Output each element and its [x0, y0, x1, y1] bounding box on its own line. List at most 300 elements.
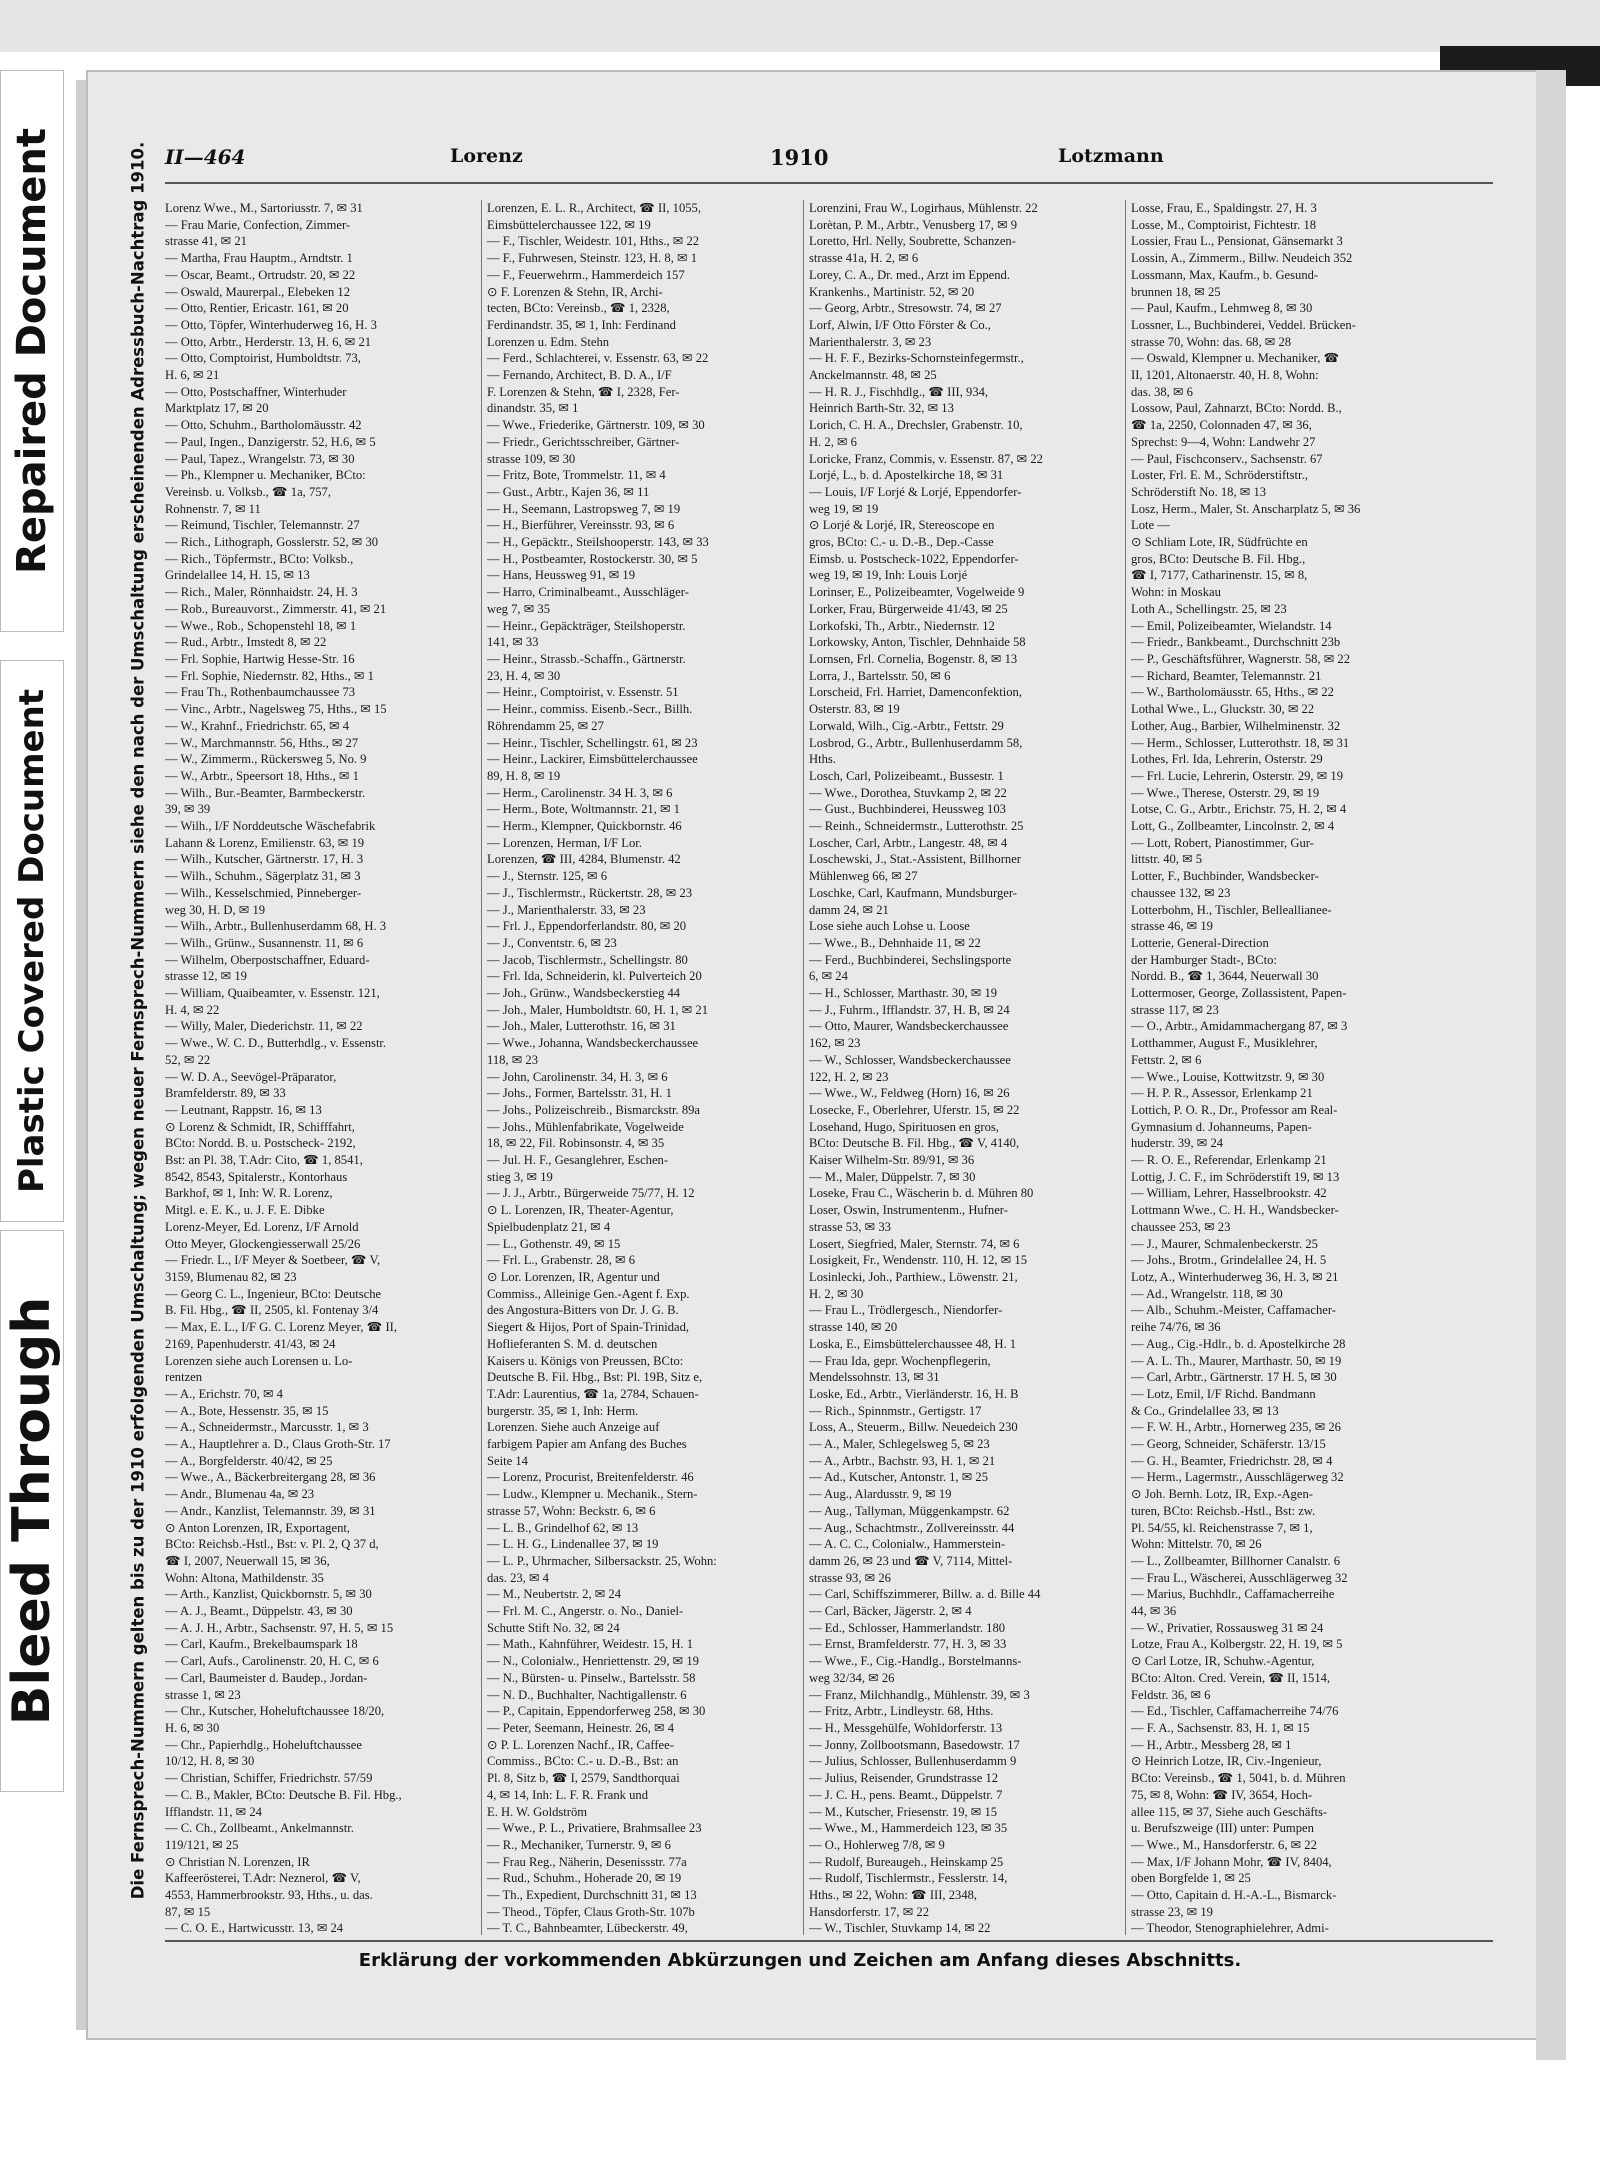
- directory-entry-line: dinandstr. 35, ✉ 1: [487, 401, 579, 416]
- directory-entry-line: allee 115, ✉ 37, Siehe auch Geschäfts-: [1131, 1804, 1328, 1819]
- directory-entry-line: — W., Privatier, Rossausweg 31 ✉ 24: [1131, 1620, 1324, 1635]
- directory-entry-line: Lorker, Frau, Bürgerweide 41/43, ✉ 25: [809, 601, 1008, 616]
- directory-entry-line: Losch, Carl, Polizeibeamt., Bussestr. 1: [809, 768, 1004, 783]
- column-divider: [803, 200, 804, 1935]
- directory-entry-line: — Wwe., M., Hansdorferstr. 6, ✉ 22: [1131, 1837, 1317, 1852]
- directory-entry-line: — Johs., Brotm., Grindelallee 24, H. 5: [1131, 1253, 1327, 1268]
- directory-entry-line: — Wilh., Kesselschmied, Pinneberger-: [165, 885, 362, 900]
- directory-entry-line: Lossier, Frau L., Pensionat, Gänsemarkt 3: [1131, 234, 1343, 249]
- directory-entry-line: — F., Feuerwehrm., Hammerdeich 157: [487, 267, 685, 282]
- directory-entry-line: — Otto, Rentier, Ericastr. 161, ✉ 20: [165, 301, 349, 316]
- directory-entry-line: — L. B., Grindelhof 62, ✉ 13: [487, 1520, 639, 1535]
- directory-entry-line: Lotze, Frau A., Kolbergstr. 22, H. 19, ✉ 5: [1131, 1637, 1343, 1652]
- directory-entry-line: Heinrich Barth-Str. 32, ✉ 13: [809, 401, 954, 416]
- directory-entry-line: strasse 41, ✉ 21: [165, 234, 247, 249]
- directory-entry-line: — Wwe., Friederike, Gärtnerstr. 109, ✉ 30: [487, 418, 705, 433]
- directory-entry-line: littstr. 40, ✉ 5: [1131, 852, 1203, 867]
- directory-entry-line: — L., Zollbeamter, Billhorner Canalstr. 6: [1131, 1553, 1340, 1568]
- page-number: II—464: [165, 145, 246, 169]
- directory-entry-line: — Fritz, Arbtr., Lindleystr. 68, Hths.: [809, 1704, 994, 1719]
- directory-entry-line: ⊙ Schliam Lote, IR, Südfrüchte en: [1131, 535, 1308, 550]
- directory-entry-line: — Ed., Tischler, Caffamacherreihe 74/76: [1131, 1704, 1339, 1719]
- directory-entry-line: Kaiser Wilhelm-Str. 89/91, ✉ 36: [809, 1153, 975, 1168]
- directory-entry-line: E. H. W. Goldström: [487, 1804, 588, 1819]
- directory-entry-line: — L., Gothenstr. 49, ✉ 15: [487, 1236, 621, 1251]
- directory-entry-line: — H., Seemann, Lastropsweg 7, ✉ 19: [487, 501, 681, 516]
- directory-entry-line: — Ad., Kutscher, Antonstr. 1, ✉ 25: [809, 1470, 989, 1485]
- directory-entry-line: — Paul, Tapez., Wrangelstr. 73, ✉ 30: [165, 451, 355, 466]
- directory-entry-line: — Lorenz, Procurist, Breitenfelderstr. 46: [487, 1470, 694, 1485]
- directory-entry-line: Eimsbüttelerchaussee 122, ✉ 19: [487, 217, 651, 232]
- directory-entry-line: gros, BCto: Deutsche B. Fil. Hbg.,: [1131, 551, 1306, 566]
- directory-entry-line: — W., Krahnf., Friedrichstr. 65, ✉ 4: [165, 718, 350, 733]
- directory-entry-line: Lorenzen, ☎ III, 4284, Blumenstr. 42: [487, 852, 681, 867]
- directory-entry-line: Gymnasium d. Johanneums, Papen-: [1131, 1119, 1312, 1134]
- directory-entry-line: F. Lorenzen & Stehn, ☎ I, 2328, Fer-: [487, 384, 680, 399]
- directory-entry-line: farbigem Papier am Anfang des Buches: [487, 1437, 687, 1452]
- directory-entry-line: T.Adr: Laurentius, ☎ 1a, 2784, Schauen-: [487, 1386, 699, 1401]
- directory-entry-line: ⊙ Joh. Bernh. Lotz, IR, Exp.-Agen-: [1131, 1487, 1313, 1502]
- directory-entry-line: Commiss., BCto: C.- u. D.-B., Bst: an: [487, 1754, 679, 1769]
- directory-entry-line: Mühlenweg 66, ✉ 27: [809, 869, 918, 884]
- directory-entry-line: — Wilh., Bur.-Beamter, Barmbeckerstr.: [165, 785, 366, 800]
- directory-entry-line: — H., Gepäcktr., Steilshooperstr. 143, ✉ 33: [487, 535, 709, 550]
- directory-entry-line: Wohn: Mittelstr. 70, ✉ 26: [1131, 1537, 1262, 1552]
- directory-entry-line: — Frau Marie, Confection, Zimmer-: [165, 217, 351, 232]
- column-divider: [1125, 200, 1126, 1935]
- scan-background-top: [0, 0, 1600, 52]
- directory-entry-line: rentzen: [165, 1370, 203, 1385]
- directory-entry-line: Lother, Aug., Barbier, Wilhelminenstr. 32: [1131, 718, 1341, 733]
- directory-entry-line: u. Berufszweige (III) unter: Pumpen: [1131, 1821, 1314, 1836]
- column-1: [165, 200, 475, 1935]
- directory-entry-line: Bramfelderstr. 89, ✉ 33: [165, 1086, 286, 1101]
- directory-entry-line: — Georg C. L., Ingenieur, BCto: Deutsche: [165, 1286, 382, 1301]
- directory-entry-line: Commiss., Alleinige Gen.-Agent f. Exp.: [487, 1286, 690, 1301]
- directory-entry-line: — Rich., Spinnmstr., Gertigstr. 17: [809, 1403, 982, 1418]
- directory-entry-line: — L. H. G., Lindenallee 37, ✉ 19: [487, 1537, 659, 1552]
- directory-entry-line: Barkhof, ✉ 1, Inh: W. R. Lorenz,: [165, 1186, 333, 1201]
- directory-entry-line: — Franz, Milchhandlg., Mühlenstr. 39, ✉ 3: [809, 1687, 1030, 1702]
- directory-entry-line: Lorenzini, Frau W., Logirhaus, Mühlenstr. 22: [809, 201, 1038, 215]
- directory-entry-line: H. 6, ✉ 21: [165, 368, 220, 383]
- directory-entry-line: strasse 23, ✉ 19: [1131, 1904, 1213, 1919]
- directory-entry-line: Fettstr. 2, ✉ 6: [1131, 1052, 1202, 1067]
- directory-entry-line: — Ferd., Schlachterei, v. Essenstr. 63, ✉ 22: [487, 351, 709, 366]
- directory-entry-line: Lorscheid, Frl. Harriet, Damenconfektion,: [809, 685, 1022, 700]
- directory-entry-line: — Herm., Klempner, Quickbornstr. 46: [487, 819, 682, 834]
- directory-entry-line: Lorich, C. H. A., Drechsler, Grabenstr. 10,: [809, 418, 1023, 433]
- directory-entry-line: — Andr., Blumenau 4a, ✉ 23: [165, 1487, 315, 1502]
- directory-entry-line: — J. C. H., pens. Beamt., Düppelstr. 7: [809, 1787, 1003, 1802]
- directory-entry-line: — Willy, Maler, Diederichstr. 11, ✉ 22: [165, 1019, 363, 1034]
- directory-entry-line: — H. R. J., Fischhdlg., ☎ III, 934,: [809, 384, 989, 399]
- directory-entry-line: — Heinr., Lackirer, Eimsbüttelerchaussee: [487, 752, 698, 767]
- directory-entry-line: — H., Schlosser, Marthastr. 30, ✉ 19: [809, 986, 998, 1001]
- directory-entry-line: — F., Fuhrwesen, Steinstr. 123, H. 8, ✉ 1: [487, 251, 697, 266]
- directory-entry-line: — F. W. H., Arbtr., Hornerweg 235, ✉ 26: [1131, 1420, 1341, 1435]
- directory-entry-line: — G. H., Beamter, Friedrichstr. 28, ✉ 4: [1131, 1453, 1333, 1468]
- directory-entry-line: — H., Arbtr., Messberg 28, ✉ 1: [1131, 1737, 1292, 1752]
- directory-entry-line: BCto: Reichsb.-Hstl., Bst: v. Pl. 2, Q 37 d,: [165, 1537, 379, 1552]
- directory-entry-line: Lorjé, L., b. d. Apostelkirche 18, ✉ 31: [809, 468, 1004, 483]
- directory-entry-line: Deutsche B. Fil. Hbg., Bst: Pl. 19B, Sitz e,: [487, 1370, 703, 1385]
- footer-note: Erklärung der vorkommenden Abkürzungen und Zeichen am Anfang dieses Abschnitts.: [358, 1950, 1242, 1971]
- directory-entry-line: — Otto, Arbtr., Herderstr. 13, H. 6, ✉ 21: [165, 334, 372, 349]
- directory-entry-line: — Carl, Bäcker, Jägerstr. 2, ✉ 4: [809, 1604, 972, 1619]
- directory-entry-line: — Wwe., P. L., Privatiere, Brahmsallee 23: [487, 1821, 702, 1836]
- directory-entry-line: Lottmann Wwe., C. H. H., Wandsbecker-: [1131, 1203, 1339, 1218]
- directory-entry-line: — Heinr., Gepäckträger, Steilshoperstr.: [487, 618, 686, 633]
- directory-entry-line: — Johs., Mühlenfabrikate, Vogelweide: [487, 1119, 684, 1134]
- directory-entry-line: — Frau Ida, gepr. Wochenpflegerin,: [809, 1353, 991, 1368]
- directory-entry-line: — Reinh., Schneidermstr., Lutterothstr. 25: [809, 819, 1024, 834]
- directory-entry-line: Lorkofski, Th., Arbtr., Niedernstr. 12: [809, 618, 995, 633]
- directory-entry-line: strasse 46, ✉ 19: [1131, 919, 1213, 934]
- directory-entry-line: strasse 109, ✉ 30: [487, 451, 576, 466]
- directory-entry-line: Loschewski, J., Stat.-Assistent, Billhorner: [809, 852, 1021, 867]
- directory-entry-line: — Carl, Schiffszimmerer, Billw. a. d. Bille 44: [809, 1587, 1041, 1602]
- directory-entry-line: — Louis, I/F Lorjé & Lorjé, Eppendorfer-: [809, 484, 1022, 499]
- directory-entry-line: Lothes, Frl. Ida, Lehrerin, Osterstr. 29: [1131, 752, 1323, 767]
- directory-entry-line: — Theodor, Stenographielehrer, Admi-: [1131, 1921, 1329, 1935]
- directory-entry-line: — N., Colonialw., Henriettenstr. 29, ✉ 19: [487, 1654, 699, 1669]
- directory-entry-line: — Paul, Kaufm., Lehmweg 8, ✉ 30: [1131, 301, 1313, 316]
- directory-entry-line: — L. P., Uhrmacher, Silbersackstr. 25, Wohn:: [487, 1553, 717, 1568]
- directory-entry-line: — Joh., Grünw., Wandsbeckerstieg 44: [487, 986, 681, 1001]
- directory-entry-line: — Georg, Arbtr., Stresowstr. 74, ✉ 27: [809, 301, 1002, 316]
- directory-entry-line: der Hamburger Stadt-, BCto:: [1131, 952, 1277, 967]
- directory-entry-line: — Herm., Schlosser, Lutterothstr. 18, ✉ 31: [1131, 735, 1350, 750]
- directory-entry-line: Kaffeerösterei, T.Adr: Neznerol, ☎ V,: [165, 1871, 361, 1886]
- directory-entry-line: das. 23, ✉ 4: [487, 1570, 549, 1585]
- directory-entry-line: Loss, A., Steuerm., Billw. Neuedeich 230: [809, 1420, 1018, 1435]
- directory-entry-line: Lotterbohm, H., Tischler, Belleallianee-: [1131, 902, 1332, 917]
- directory-entry-line: — Wwe., Dorothea, Stuvkamp 2, ✉ 22: [809, 785, 1007, 800]
- directory-entry-line: Lorenzen siehe auch Lorensen u. Lo-: [165, 1353, 353, 1368]
- directory-entry-line: weg 7, ✉ 35: [487, 601, 551, 616]
- directory-entry-line: — H. P. R., Assessor, Erlenkamp 21: [1131, 1086, 1313, 1101]
- directory-entry-line: — Frau Th., Rothenbaumchaussee 73: [165, 685, 356, 700]
- directory-entry-line: ⊙ Lor. Lorenzen, IR, Agentur und: [487, 1270, 660, 1284]
- directory-entry-line: — Marius, Buchhdlr., Caffamacherreihe: [1131, 1587, 1335, 1602]
- directory-entry-line: — Chr., Papierhdlg., Hoheluftchaussee: [165, 1737, 362, 1752]
- directory-entry-line: — H. F. F., Bezirks-Schornsteinfegermstr.,: [809, 351, 1024, 366]
- directory-entry-line: Losehand, Hugo, Spirituosen en gros,: [809, 1119, 999, 1134]
- directory-entry-line: chaussee 132, ✉ 23: [1131, 885, 1231, 900]
- side-note-text: Die Fernsprech-Nummern gelten bis zu der 1910 erfolgenden Umschaltung; wegen neuer Fernsprech-Nummern siehe den nach der Umschaltung erscheinenden Adressbuch-Nachtrag 1910.: [128, 141, 148, 1899]
- directory-entry-line: — Carl, Kaufm., Brekelbaumspark 18: [165, 1637, 358, 1652]
- directory-entry-line: — Heinr., Comptoirist, v. Essenstr. 51: [487, 685, 679, 700]
- directory-entry-line: — Frl. L., Grabenstr. 28, ✉ 6: [487, 1253, 636, 1268]
- directory-entry-line: — Max, E. L., I/F G. C. Lorenz Meyer, ☎ II,: [165, 1320, 398, 1335]
- footer-rule: [165, 1940, 1493, 1942]
- label-repaired-document: [0, 70, 64, 632]
- directory-entry-line: — Wwe., Louise, Kottwitzstr. 9, ✉ 30: [1131, 1069, 1325, 1084]
- directory-entry-line: strasse 53, ✉ 33: [809, 1219, 891, 1234]
- directory-entry-line: — Wwe., W. C. D., Butterhdlg., v. Essenstr.: [165, 1036, 387, 1051]
- directory-entry-line: Losinlecki, Joh., Parthiew., Löwenstr. 21,: [809, 1270, 1018, 1284]
- directory-entry-line: — Wwe., Johanna, Wandsbeckerchaussee: [487, 1036, 699, 1051]
- directory-entry-line: 23, H. 4, ✉ 30: [487, 668, 561, 683]
- directory-entry-line: strasse 117, ✉ 23: [1131, 1002, 1219, 1017]
- directory-entry-line: 44, ✉ 36: [1131, 1604, 1177, 1619]
- column-4: [1131, 200, 1493, 1935]
- directory-entry-line: — W., Marchmannstr. 56, Hths., ✉ 27: [165, 735, 359, 750]
- directory-entry-line: — Wwe., A., Bäckerbreitergang 28, ✉ 36: [165, 1470, 376, 1485]
- directory-entry-line: — Herm., Bote, Woltmannstr. 21, ✉ 1: [487, 802, 680, 817]
- directory-entry-line: — Rich., Lithograph, Gosslerstr. 52, ✉ 30: [165, 535, 379, 550]
- directory-entry-line: 18, ✉ 22, Fil. Robinsonstr. 4, ✉ 35: [487, 1136, 665, 1151]
- directory-entry-line: H. 6, ✉ 30: [165, 1720, 220, 1735]
- directory-entry-line: — A., Borgfelderstr. 40/42, ✉ 25: [165, 1453, 333, 1468]
- directory-entry-line: — Otto, Maurer, Wandsbeckerchaussee: [809, 1019, 1009, 1034]
- directory-entry-line: strasse 70, Wohn: das. 68, ✉ 28: [1131, 334, 1292, 349]
- directory-entry-line: — Christian, Schiffer, Friedrichstr. 57/59: [165, 1771, 373, 1786]
- directory-entry-line: Lotthammer, August F., Musiklehrer,: [1131, 1036, 1318, 1051]
- header-right-name: Lotzmann: [1058, 145, 1164, 167]
- directory-entry-line: Ferdinandstr. 35, ✉ 1, Inh: Ferdinand: [487, 317, 676, 332]
- directory-entry-line: — Ed., Schlosser, Hammerlandstr. 180: [809, 1620, 1006, 1635]
- directory-entry-line: Loschke, Carl, Kaufmann, Mundsburger-: [809, 885, 1017, 900]
- directory-entry-line: BCto: Vereinsb., ☎ 1, 5041, b. d. Mühren: [1131, 1771, 1346, 1786]
- directory-entry-line: 162, ✉ 23: [809, 1036, 861, 1051]
- directory-entry-line: ☎ I, 2007, Neuerwall 15, ✉ 36,: [165, 1553, 330, 1568]
- directory-entry-line: — Oswald, Maurerpal., Elebeken 12: [165, 284, 351, 299]
- directory-entry-line: — Peter, Seemann, Heinestr. 26, ✉ 4: [487, 1720, 675, 1735]
- directory-entry-line: — Jonny, Zollbootsmann, Basedowstr. 17: [809, 1737, 1020, 1752]
- directory-entry-line: — J., Sternstr. 125, ✉ 6: [487, 869, 608, 884]
- directory-entry-line: ⊙ Christian N. Lorenzen, IR: [165, 1854, 310, 1869]
- directory-entry-line: — Ludw., Klempner u. Mechanik., Stern-: [487, 1487, 698, 1502]
- directory-entry-line: weg 32/34, ✉ 26: [809, 1670, 895, 1685]
- directory-entry-line: Wohn: in Moskau: [1131, 585, 1221, 600]
- directory-entry-line: damm 26, ✉ 23 und ☎ V, 7114, Mittel-: [809, 1553, 1013, 1568]
- directory-entry-line: — Wilh., Kutscher, Gärtnerstr. 17, H. 3: [165, 852, 364, 867]
- directory-entry-line: Krankenhs., Martinistr. 52, ✉ 20: [809, 284, 975, 299]
- directory-entry-line: — W., Bartholomäusstr. 65, Hths., ✉ 22: [1131, 685, 1334, 700]
- directory-entry-line: — J., Maurer, Schmalenbeckerstr. 25: [1131, 1236, 1318, 1251]
- directory-entry-line: strasse 93, ✉ 26: [809, 1570, 891, 1585]
- directory-entry-line: — C. O. E., Hartwicusstr. 13, ✉ 24: [165, 1921, 344, 1935]
- directory-entry-line: — Wilh., I/F Norddeutsche Wäschefabrik: [165, 819, 376, 834]
- directory-entry-line: — Frl. M. C., Angerstr. o. No., Daniel-: [487, 1604, 684, 1619]
- directory-entry-line: — Ferd., Buchbinderei, Sechslingsporte: [809, 952, 1012, 967]
- directory-entry-line: Spielbudenplatz 21, ✉ 4: [487, 1219, 611, 1234]
- directory-entry-line: Losbrod, G., Arbtr., Bullenhuserdamm 58,: [809, 735, 1023, 750]
- directory-entry-line: — Hans, Heussweg 91, ✉ 19: [487, 568, 636, 583]
- directory-entry-line: — J., Fuhrm., Ifflandstr. 37, H. B, ✉ 24: [809, 1002, 1010, 1017]
- directory-entry-line: — Reimund, Tischler, Telemannstr. 27: [165, 518, 360, 533]
- directory-entry-line: Mendelssohnstr. 13, ✉ 31: [809, 1370, 940, 1385]
- directory-entry-line: Losse, M., Comptoirist, Fichtestr. 18: [1131, 217, 1317, 232]
- directory-entry-line: weg 30, H. D, ✉ 19: [165, 902, 266, 917]
- directory-entry-line: — Harro, Criminalbeamt., Ausschläger-: [487, 585, 689, 600]
- directory-entry-line: Wohn: Altona, Mathildenstr. 35: [165, 1570, 324, 1585]
- directory-entry-line: — W., Tischler, Stuvkamp 14, ✉ 22: [809, 1921, 991, 1935]
- directory-entry-line: — Joh., Maler, Lutterothstr. 16, ✉ 31: [487, 1019, 676, 1034]
- directory-entry-line: — Rudolf, Bureaugeh., Heinskamp 25: [809, 1854, 1004, 1869]
- directory-entry-line: — A. J., Beamt., Düppelstr. 43, ✉ 30: [165, 1604, 353, 1619]
- directory-entry-line: Schutte Stift No. 32, ✉ 24: [487, 1620, 620, 1635]
- directory-entry-line: Grindelallee 14, H. 15, ✉ 13: [165, 568, 310, 583]
- directory-entry-line: Eimsb. u. Postscheck-1022, Eppendorfer-: [809, 551, 1019, 566]
- directory-entry-line: Lorenzen, E. L. R., Architect, ☎ II, 1055,: [487, 201, 701, 215]
- directory-entry-line: Loske, Ed., Arbtr., Vierländerstr. 16, H. B: [809, 1386, 1019, 1401]
- directory-entry-line: Lose siehe auch Lohse u. Loose: [809, 919, 970, 934]
- directory-entry-line: Lottermoser, George, Zollassistent, Papen-: [1131, 986, 1347, 1001]
- directory-entry-line: Lottich, P. O. R., Dr., Professor am Real-: [1131, 1102, 1338, 1117]
- directory-entry-line: — J., Conventstr. 6, ✉ 23: [487, 935, 617, 950]
- directory-entry-line: — H., Messgehülfe, Wohldorferstr. 13: [809, 1720, 1003, 1735]
- directory-entry-line: ⊙ P. L. Lorenzen Nachf., IR, Caffee-: [487, 1737, 674, 1752]
- directory-entry-line: — W., Schlosser, Wandsbeckerchaussee: [809, 1052, 1011, 1067]
- directory-entry-line: — Julius, Reisender, Grundstrasse 12: [809, 1771, 999, 1786]
- directory-entry-line: Lorenzen. Siehe auch Anzeige auf: [487, 1420, 660, 1435]
- directory-entry-line: ⊙ Carl Lotze, IR, Schuhw.-Agentur,: [1131, 1654, 1315, 1669]
- directory-entry-line: — Rich., Töpfermstr., BCto: Volksb.,: [165, 551, 354, 566]
- directory-entry-line: 122, H. 2, ✉ 23: [809, 1069, 889, 1084]
- directory-entry-line: gros, BCto: C.- u. D.-B., Dep.-Casse: [809, 535, 994, 550]
- directory-entry-line: — C. B., Makler, BCto: Deutsche B. Fil. Hbg.,: [165, 1787, 402, 1802]
- directory-entry-line: — Julius, Schlosser, Bullenhuserdamm 9: [809, 1754, 1017, 1769]
- directory-entry-line: Losse, Frau, E., Spaldingstr. 27, H. 3: [1131, 201, 1317, 215]
- directory-entry-line: Lote —: [1131, 518, 1170, 533]
- directory-entry-line: Siegert & Hijos, Port of Spain-Trinidad,: [487, 1320, 690, 1335]
- directory-entry-line: 39, ✉ 39: [165, 802, 211, 817]
- directory-entry-line: 4, ✉ 14, Inh: L. F. R. Frank und: [487, 1787, 649, 1802]
- directory-entry-line: — R., Mechaniker, Turnerstr. 9, ✉ 6: [487, 1837, 671, 1852]
- directory-entry-line: — A., Arbtr., Bachstr. 93, H. 1, ✉ 21: [809, 1453, 996, 1468]
- directory-entry-line: Loster, Frl. E. M., Schröderstiftstr.,: [1131, 468, 1308, 483]
- directory-entry-line: Loretto, Hrl. Nelly, Soubrette, Schanzen-: [809, 234, 1016, 249]
- directory-entry-line: Marienthalerstr. 3, ✉ 23: [809, 334, 932, 349]
- directory-entry-line: oben Borgfelde 1, ✉ 25: [1131, 1871, 1251, 1886]
- directory-entry-line: — Paul, Fischconserv., Sachsenstr. 67: [1131, 451, 1323, 466]
- directory-entry-line: 141, ✉ 33: [487, 635, 539, 650]
- directory-entry-line: 119/121, ✉ 25: [165, 1837, 239, 1852]
- directory-entry-line: — Ad., Wrangelstr. 118, ✉ 30: [1131, 1286, 1283, 1301]
- header-rule: [165, 182, 1493, 184]
- directory-entry-line: Hansdorferstr. 17, ✉ 22: [809, 1904, 930, 1919]
- directory-entry-line: Kaisers u. Königs von Preussen, BCto:: [487, 1353, 684, 1368]
- column-divider: [481, 200, 482, 1935]
- directory-entry-line: strasse 1, ✉ 23: [165, 1687, 241, 1702]
- directory-entry-line: — W. D. A., Seevögel-Präparator,: [165, 1069, 337, 1084]
- directory-entry-line: das. 38, ✉ 6: [1131, 384, 1193, 399]
- directory-entry-line: ⊙ Lorenz & Schmidt, IR, Schifffahrt,: [165, 1119, 355, 1134]
- directory-entry-line: Lossmann, Max, Kaufm., b. Gesund-: [1131, 267, 1319, 282]
- directory-entry-line: — Martha, Frau Hauptm., Arndtstr. 1: [165, 251, 353, 266]
- label-repaired-text: Repaired Document: [9, 128, 55, 574]
- column-3: [809, 200, 1119, 1935]
- header-year: 1910: [770, 145, 829, 170]
- directory-entry-line: burgerstr. 35, ✉ 1, Inh: Herm.: [487, 1403, 639, 1418]
- directory-entry-line: Loscher, Carl, Arbtr., Langestr. 48, ✉ 4: [809, 835, 1008, 850]
- directory-entry-line: — Richard, Beamter, Telemannstr. 21: [1131, 668, 1322, 683]
- directory-entry-line: — J., Marienthalerstr. 33, ✉ 23: [487, 902, 646, 917]
- directory-entry-line: — Wwe., W., Feldweg (Horn) 16, ✉ 26: [809, 1086, 1010, 1101]
- directory-entry-line: H. 4, ✉ 22: [165, 1002, 220, 1017]
- directory-entry-line: 3159, Blumenau 82, ✉ 23: [165, 1270, 297, 1284]
- directory-entry-line: Lossin, A., Zimmerm., Billw. Neudeich 352: [1131, 251, 1353, 266]
- directory-entry-line: — Rich., Maler, Rönnhaidstr. 24, H. 3: [165, 585, 358, 600]
- directory-entry-line: — Rudolf, Tischlermstr., Fesslerstr. 14,: [809, 1871, 1008, 1886]
- directory-entry-line: — Rud., Schuhm., Hoherade 20, ✉ 19: [487, 1871, 682, 1886]
- directory-entry-line: — H., Postbeamter, Rostockerstr. 30, ✉ 5: [487, 551, 698, 566]
- directory-entry-line: — M., Kutscher, Friesenstr. 19, ✉ 15: [809, 1804, 998, 1819]
- directory-entry-line: Lorenz-Meyer, Ed. Lorenz, I/F Arnold: [165, 1219, 359, 1234]
- directory-entry-line: H. 2, ✉ 6: [809, 434, 857, 449]
- directory-entry-line: ⊙ Lorjé & Lorjé, IR, Stereoscope en: [809, 518, 995, 533]
- directory-entry-line: — Fernando, Architect, B. D. A., I/F: [487, 368, 672, 383]
- directory-entry-line: tecten, BCto: Vereinsb., ☎ 1, 2328,: [487, 301, 670, 316]
- directory-entry-line: — Frl. J., Eppendorferlandstr. 80, ✉ 20: [487, 919, 687, 934]
- directory-entry-line: — W., Zimmerm., Rückersweg 5, No. 9: [165, 752, 367, 767]
- directory-entry-line: Lottig, J. C. F., im Schröderstift 19, ✉ 13: [1131, 1169, 1340, 1184]
- directory-entry-line: — Alb., Schuhm.-Meister, Caffamacher-: [1131, 1303, 1337, 1318]
- directory-entry-line: — Frl. Lucie, Lehrerin, Osterstr. 29, ✉ 19: [1131, 768, 1344, 783]
- directory-entry-line: — Otto, Postschaffner, Winterhuder: [165, 384, 347, 399]
- directory-entry-line: — Friedr., Gerichtsschreiber, Gärtner-: [487, 434, 680, 449]
- directory-entry-line: — Fritz, Bote, Trommelstr. 11, ✉ 4: [487, 468, 666, 483]
- directory-entry-line: — Aug., Alardusstr. 9, ✉ 19: [809, 1487, 952, 1502]
- directory-entry-line: Bst: an Pl. 38, T.Adr: Cito, ☎ 1, 8541,: [165, 1153, 363, 1168]
- directory-entry-line: — A., Erichstr. 70, ✉ 4: [165, 1386, 283, 1401]
- directory-entry-line: ☎ 1a, 2250, Colonnaden 47, ✉ 36,: [1131, 418, 1312, 433]
- directory-entry-line: Sprechst: 9—4, Wohn: Landwehr 27: [1131, 434, 1316, 449]
- directory-entry-line: — Rob., Bureauvorst., Zimmerstr. 41, ✉ 21: [165, 601, 387, 616]
- directory-entry-line: — Gust., Arbtr., Kajen 36, ✉ 11: [487, 484, 650, 499]
- directory-entry-line: Lornsen, Frl. Cornelia, Bogenstr. 8, ✉ 13: [809, 651, 1018, 666]
- directory-entry-line: — Ph., Klempner u. Mechaniker, BCto:: [165, 468, 366, 483]
- directory-entry-line: strasse 140, ✉ 20: [809, 1320, 898, 1335]
- directory-entry-line: — N., Bürsten- u. Pinselw., Bartelsstr. 58: [487, 1670, 696, 1685]
- directory-entry-line: turen, BCto: Reichsb.-Hstl., Bst: zw.: [1131, 1503, 1316, 1518]
- directory-entry-line: — William, Lehrer, Hasselbrookstr. 42: [1131, 1186, 1327, 1201]
- directory-entry-line: — Georg, Schneider, Schäferstr. 13/15: [1131, 1437, 1326, 1452]
- directory-entry-line: Osterstr. 83, ✉ 19: [809, 702, 900, 717]
- directory-entry-line: Seite 14: [487, 1453, 528, 1468]
- directory-entry-line: brunnen 18, ✉ 25: [1131, 284, 1221, 299]
- directory-entry-line: — Chr., Kutscher, Hoheluftchaussee 18/20,: [165, 1704, 385, 1719]
- directory-entry-line: Lorf, Alwin, I/F Otto Förster & Co.,: [809, 317, 991, 332]
- directory-entry-line: Ifflandstr. 11, ✉ 24: [165, 1804, 262, 1819]
- directory-entry-line: damm 24, ✉ 21: [809, 902, 889, 917]
- directory-entry-line: — Frl. Ida, Schneiderin, kl. Pulverteich 20: [487, 969, 702, 984]
- directory-entry-line: — Wwe., Rob., Schopenstehl 18, ✉ 1: [165, 618, 357, 633]
- directory-entry-line: — A., Schneidermstr., Marcusstr. 1, ✉ 3: [165, 1420, 369, 1435]
- directory-entry-line: — Max, I/F Johann Mohr, ☎ IV, 8404,: [1131, 1854, 1332, 1869]
- directory-entry-line: Pl. 8, Sitz b, ☎ I, 2579, Sandthorquai: [487, 1771, 680, 1786]
- directory-entry-line: — A. J. H., Arbtr., Sachsenstr. 97, H. 5, ✉ 15: [165, 1620, 394, 1635]
- directory-entry-line: — Wilh., Arbtr., Bullenhuserdamm 68, H. 3: [165, 919, 387, 934]
- directory-entry-line: B. Fil. Hbg., ☎ II, 2505, kl. Fontenay 3/4: [165, 1303, 379, 1318]
- directory-entry-line: — Jul. H. F., Gesanglehrer, Eschen-: [487, 1153, 669, 1168]
- directory-entry-line: — Wwe., M., Hammerdeich 123, ✉ 35: [809, 1821, 1008, 1836]
- directory-entry-line: ⊙ F. Lorenzen & Stehn, IR, Archi-: [487, 284, 663, 299]
- directory-entry-line: — Otto, Töpfer, Winterhuderweg 16, H. 3: [165, 317, 377, 332]
- directory-entry-line: Lorenzen u. Edm. Stehn: [487, 334, 610, 349]
- page-right-edge: [1536, 70, 1566, 2060]
- directory-entry-line: Losert, Siegfried, Maler, Sternstr. 74, ✉ 6: [809, 1236, 1020, 1251]
- label-bleed-through: [0, 1230, 64, 1792]
- directory-entry-line: — Arth., Kanzlist, Quickbornstr. 5, ✉ 30: [165, 1587, 372, 1602]
- directory-entry-line: des Angostura-Bitters von Dr. J. G. B.: [487, 1303, 679, 1318]
- directory-entry-line: — Carl, Aufs., Carolinenstr. 20, H. C, ✉ 6: [165, 1654, 379, 1669]
- directory-entry-line: — P., Capitain, Eppendorferweg 258, ✉ 30: [487, 1704, 706, 1719]
- directory-entry-line: 118, ✉ 23: [487, 1052, 539, 1067]
